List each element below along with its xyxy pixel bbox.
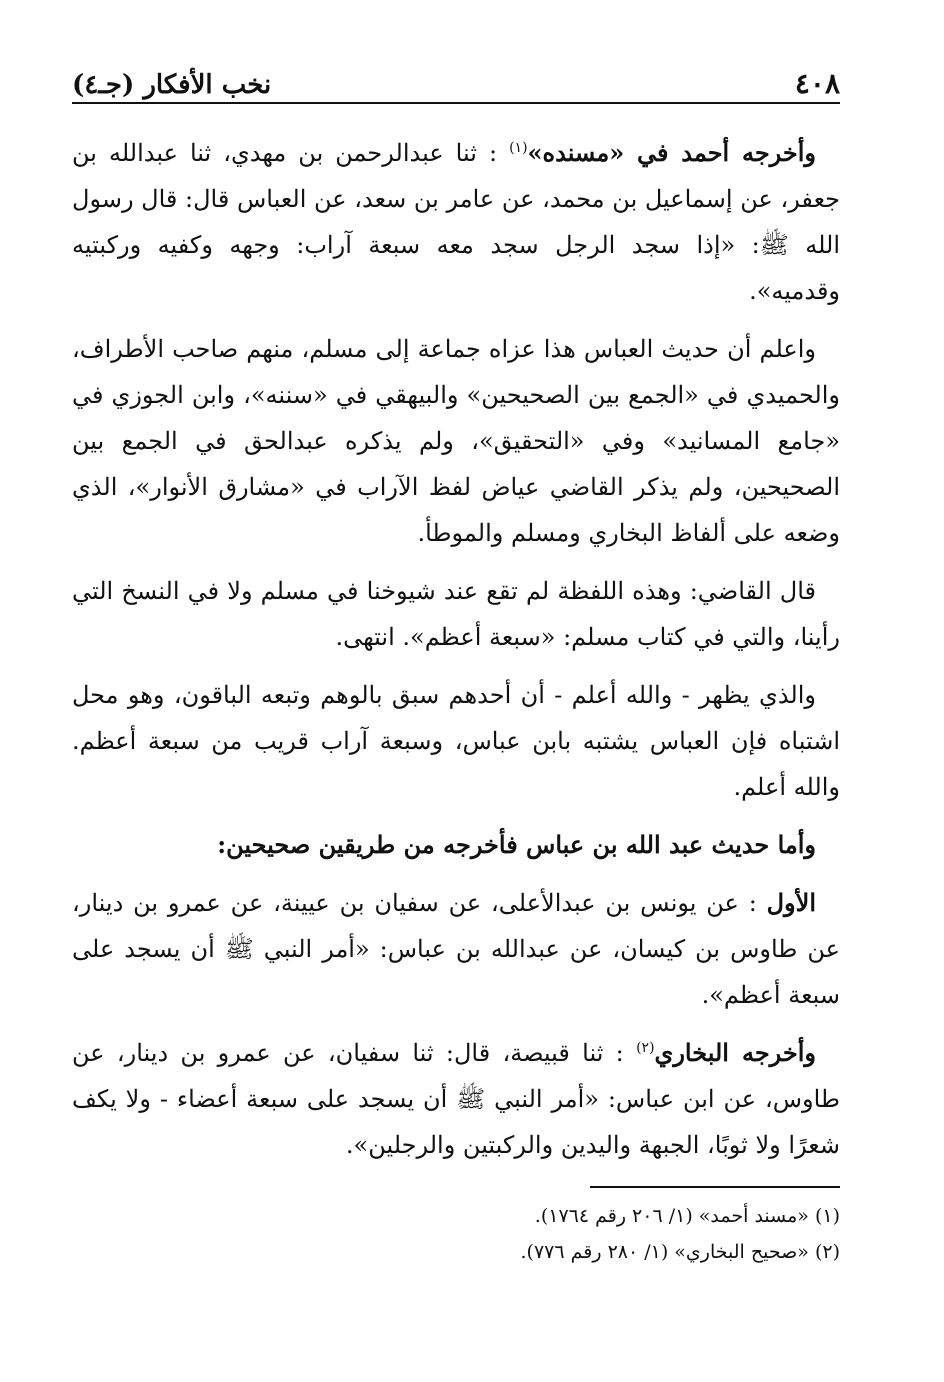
- footnote-ref-1: (١): [509, 140, 528, 156]
- paragraph-conclusion: [72, 672, 840, 810]
- paragraph-text: : ثنا قبيصة، قال: ثنا سفيان، عن عمرو بن دينار، عن طاوس، عن ابن عباس: «أمر النبي ﷺ أن يسجد على سبعة أعضاء - ولا يكف شعرًا ولا ثوبًا، الجبهة واليدين والركبتين والرجلين».: [72, 1039, 840, 1159]
- paragraph-qadi: [72, 568, 840, 660]
- paragraph-ahmad: [72, 130, 840, 314]
- paragraph-bukhari: [72, 1030, 840, 1168]
- running-title: نخب الأفكار (جـ٤): [72, 70, 272, 100]
- footnote-ref-2: (٢): [636, 1040, 655, 1056]
- paragraph-text: قال القاضي: وهذه اللفظة لم تقع عند شيوخنا في مسلم ولا في النسخ التي رأينا، والتي في كتاب مسلم: «سبعة أعظم». انتهى.: [72, 577, 840, 651]
- paragraph-lead: وأخرجه البخاري: [654, 1038, 816, 1067]
- page-header: [72, 60, 840, 104]
- footnote-1: (١) «مسند أحمد» (١/ ٢٠٦ رقم ١٧٦٤).: [534, 1205, 840, 1227]
- section-heading: وأما حديث عبد الله بن عباس فأخرجه من طريقين صحيحين:: [217, 830, 816, 859]
- paragraph-lead: الأول: [766, 888, 816, 917]
- footnotes: [72, 1198, 840, 1270]
- main-text: [72, 130, 840, 1168]
- paragraph-lead: وأخرجه أحمد في «مسنده»: [527, 138, 816, 167]
- paragraph-text: والذي يظهر - والله أعلم - أن أحدهم سبق بالوهم وتبعه الباقون، وهو محل اشتباه فإن العباس يشتبه بابن عباس، وسبعة آراب قريب من سبعة أعظم. والله أعلم.: [72, 681, 840, 801]
- paragraph-text: : ثنا عبدالرحمن بن مهدي، ثنا عبدالله بن جعفر، عن إسماعيل بن محمد، عن عامر بن سعد، عن العباس قال: قال رسول الله ﷺ: «إذا سجد الرجل سجد معه سبعة آراب: وجهه وكفيه وركبتيه وقدميه».: [72, 139, 840, 305]
- footnote-divider: [590, 1186, 840, 1188]
- paragraph-text: واعلم أن حديث العباس هذا عزاه جماعة إلى مسلم، منهم صاحب الأطراف، والحميدي في «الجمع بين الصحيحين» والبيهقي في «سننه»، وابن الجوزي في «جامع المسانيد» وفي «التحقيق»، ولم يذكره عبدالحق في الجمع بين الصحيحين، ولم يذكر القاضي عياض لفظ الآراب في «مشارق الأنوار»، الذي وضعه على ألفاظ البخاري ومسلم والموطأ.: [72, 335, 840, 547]
- book-page: [72, 60, 840, 1270]
- page-number: ٤٠٨: [794, 67, 840, 100]
- paragraph-first-route: [72, 880, 840, 1018]
- footnote-2: (٢) «صحيح البخاري» (١/ ٢٨٠ رقم ٧٧٦).: [520, 1241, 840, 1263]
- paragraph-text: : عن يونس بن عبدالأعلى، عن سفيان بن عيينة، عن عمرو بن دينار، عن طاوس بن كيسان، عن عبدالله بن عباس: «أمر النبي ﷺ أن يسجد على سبعة أعظم».: [72, 889, 840, 1009]
- paragraph-note: [72, 326, 840, 556]
